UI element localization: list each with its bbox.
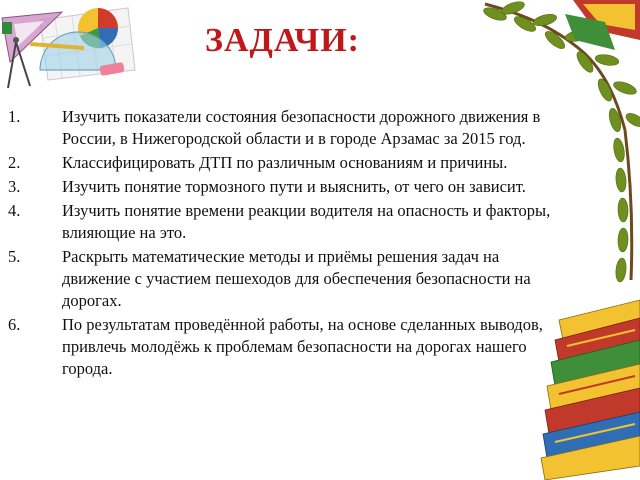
list-item-text: По результатам проведённой работы, на основе сделанных выводов, привлечь молодёжь к проблемам безопасности на дорогах нашего города. [62,315,543,378]
list-item-text: Изучить показатели состояния безопасности дорожного движения в России, в Нижегородской области и в городе Арзамас за 2015 год. [62,107,541,148]
list-item-text: Изучить понятие времени реакции водителя на опасность и факторы, влияющие на это. [62,201,551,242]
list-item-number: 6. [8,315,21,334]
geometry-tools-icon [0,0,140,95]
list-item-text: Классифицировать ДТП по различным основаниям и причины. [62,153,508,172]
list-item [8,314,568,380]
list-item-number: 2. [8,153,21,172]
list-item [8,246,568,312]
list-item [8,176,568,198]
list-item-number: 5. [8,247,21,266]
list-item-text: Изучить понятие тормозного пути и выяснить, от чего он зависит. [62,177,526,196]
list-item [8,152,568,174]
task-list [8,106,568,382]
list-item-number: 3. [8,177,21,196]
list-item-text: Раскрыть математические методы и приёмы решения задач на движение с участием пешеходов для обеспечения безопасности на дорогах. [62,247,531,310]
list-item-number: 1. [8,107,21,126]
list-item-number: 4. [8,201,21,220]
slide-title: ЗАДАЧИ: [205,22,361,59]
list-item [8,106,568,150]
list-item [8,200,568,244]
